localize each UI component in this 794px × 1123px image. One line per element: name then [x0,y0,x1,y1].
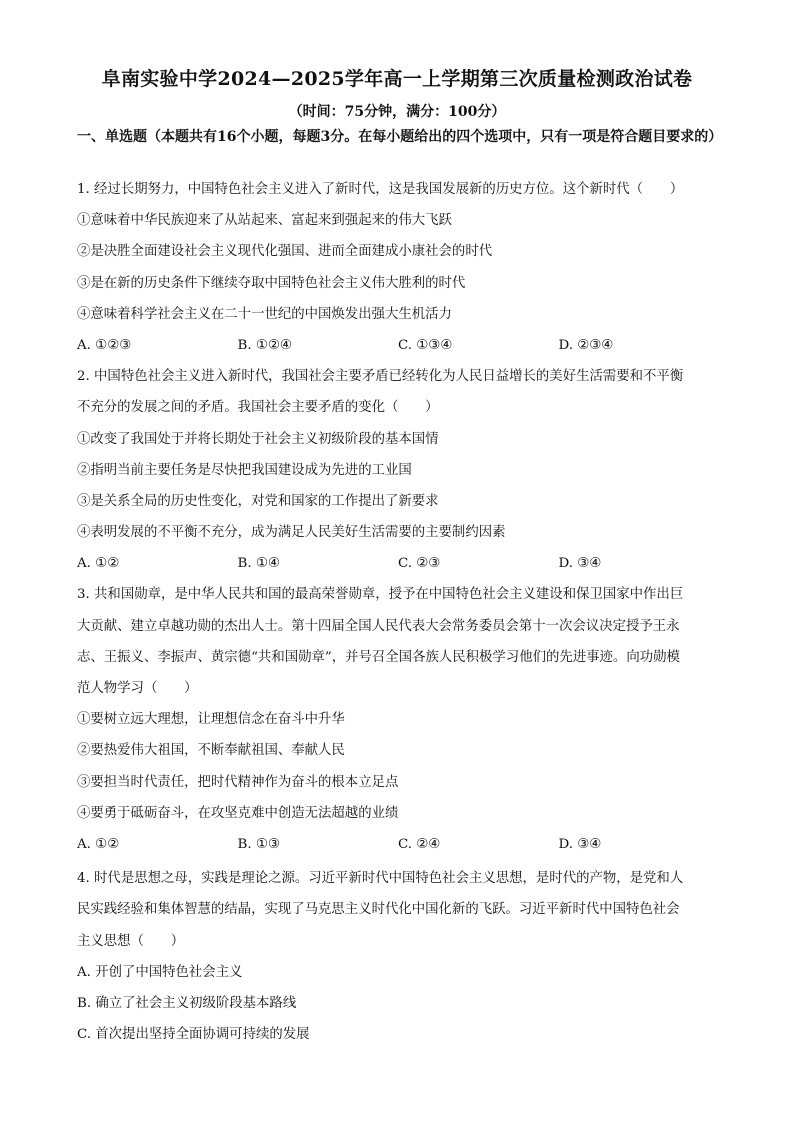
option-c[interactable]: C. ②④ [398,836,441,852]
statement: ④意味着科学社会主义在二十一世纪的中国焕发出强大生机活力 [77,306,452,322]
option-c[interactable]: C. 首次提出坚持全面协调可持续的发展 [77,1027,310,1043]
statement: ①改变了我国处于并将长期处于社会主义初级阶段的基本国情 [77,431,439,447]
option-d[interactable]: D. ②③④ [558,337,614,353]
option-row [77,829,719,860]
question-1 [77,174,719,361]
option-a[interactable]: A. 开创了中国特色社会主义 [77,964,243,980]
statement: ③是关系全局的历史性变化，对党和国家的工作提出了新要求 [77,493,439,509]
question-stem-line: 志、王振义、李振声、黄宗德“共和国勋章”，并号召全国各族人民积极学习他们的先进事迹。向功勋模 [77,649,680,665]
question-stem-line: 1. 经过长期努力，中国特色社会主义进入了新时代，这是我国发展新的历史方位。这个新时代（ ） [77,182,684,197]
statement: ③要担当时代责任，把时代精神作为奋斗的根本立足点 [77,774,399,790]
exam-subtitle: （时间：75分钟，满分：100分） [288,104,506,120]
statement: ②指明当前主要任务是尽快把我国建设成为先进的工业国 [77,462,412,478]
exam-title: 阜南实验中学2024—2025学年高一上学期第三次质量检测政治试卷 [101,68,693,90]
question-2 [77,361,719,579]
option-row [77,330,719,361]
option-a[interactable]: A. ①② [77,836,120,852]
statement: ③是在新的历史条件下继续夺取中国特色社会主义伟大胜利的时代 [77,275,466,291]
option-b[interactable]: B. ①④ [237,556,280,572]
question-stem-line: 大贡献、建立卓越功勋的杰出人士。第十四届全国人民代表大会常务委员会第十一次会议决定授予王永 [77,618,680,634]
option-c[interactable]: C. ②③ [398,556,441,572]
question-stem-line: 不充分的发展之间的矛盾。我国社会主要矛盾的变化（ ） [77,400,439,416]
question-stem-line: 范人物学习（ ） [77,681,198,696]
option-a[interactable]: A. ①②③ [77,337,132,353]
option-d[interactable]: D. ③④ [558,836,602,852]
option-a[interactable]: A. ①② [77,556,120,572]
statement: ④表明发展的不平衡不充分，成为满足人民美好生活需要的主要制约因素 [77,525,506,541]
question-3 [77,579,719,860]
option-b[interactable]: B. 确立了社会主义初级阶段基本路线 [77,995,297,1011]
question-stem-line: 4. 时代是思想之母，实践是理论之源。习近平新时代中国特色社会主义思想，是时代的产物，是党和人 [77,871,684,887]
question-stem-line: 主义思想（ ） [77,933,185,949]
statement: ①意味着中华民族迎来了从站起来、富起来到强起来的伟大飞跃 [77,213,452,229]
section-heading: 一、单选题（本题共有16个小题，每题3分。在每小题给出的四个选项中，只有一项是符合题目要求的） [77,129,723,145]
statement: ④要勇于砥砺奋斗，在攻坚克难中创造无法超越的业绩 [77,805,399,821]
option-d[interactable]: D. ③④ [558,556,602,572]
option-row [77,548,719,579]
statement: ②是决胜全面建设社会主义现代化强国、进而全面建成小康社会的时代 [77,244,493,260]
option-b[interactable]: B. ①③ [237,836,280,852]
option-b[interactable]: B. ①②④ [237,337,292,353]
question-stem-line: 3. 共和国勋章，是中华人民共和国的最高荣誉勋章，授予在中国特色社会主义建设和保卫国家中作出巨 [77,587,684,603]
question-4 [77,863,719,1050]
question-list [77,174,719,1050]
option-c[interactable]: C. ①③④ [398,337,453,353]
statement: ①要树立远大理想，让理想信念在奋斗中升华 [77,712,345,728]
question-stem-line: 民实践经验和集体智慧的结晶，实现了马克思主义时代化中国化新的飞跃。习近平新时代中国特色社会 [77,902,680,918]
question-stem-line: 2. 中国特色社会主义进入新时代，我国社会主要矛盾已经转化为人民日益增长的美好生活需要和不平衡 [77,369,684,385]
statement: ②要热爱伟大祖国，不断奉献祖国、奉献人民 [77,743,345,759]
